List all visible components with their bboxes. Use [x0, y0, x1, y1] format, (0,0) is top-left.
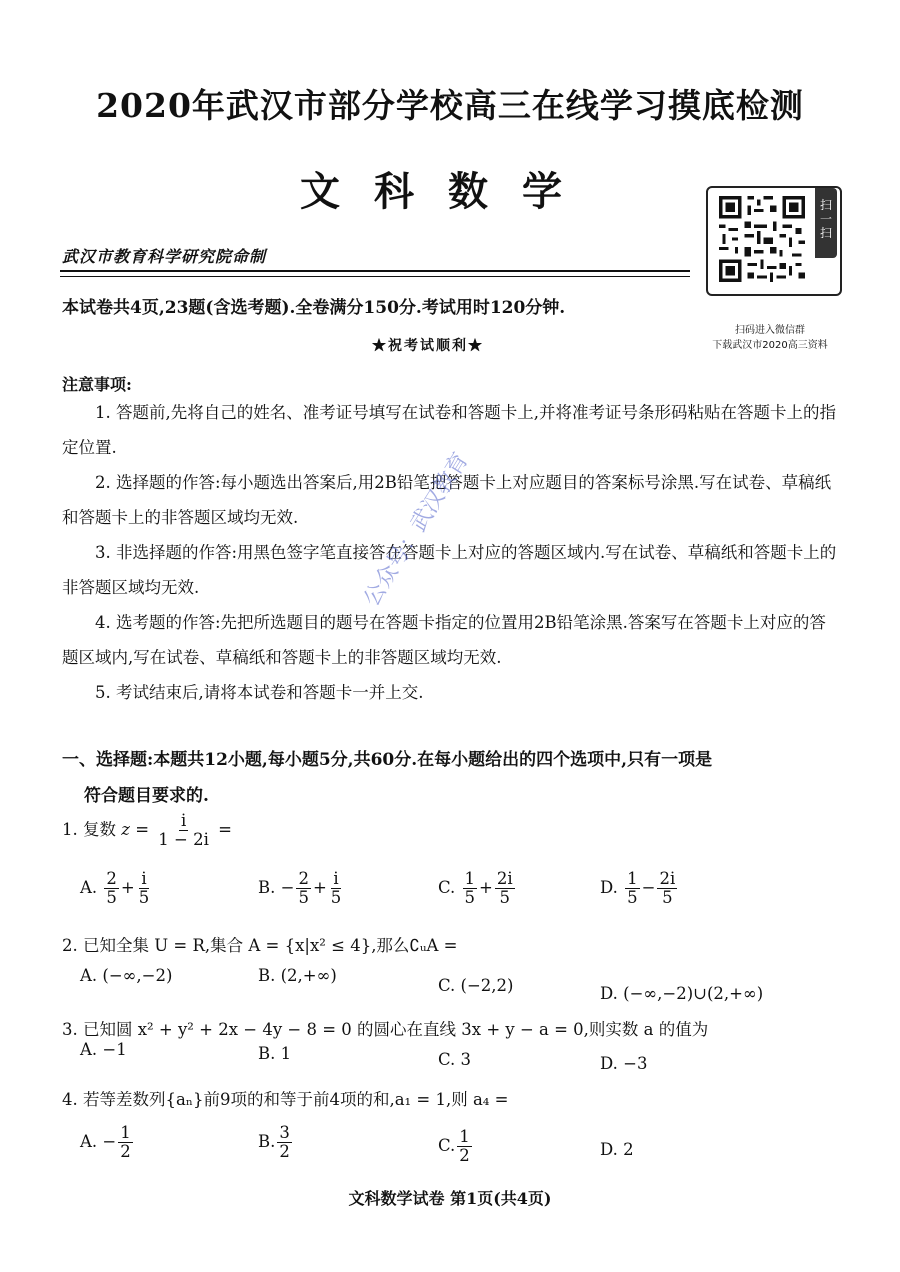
q3-option-d: D. −3 [600, 1054, 648, 1073]
qr-caption-line1: 扫码进入微信群 [735, 325, 805, 336]
question-3-stem: 3. 已知圆 x² + y² + 2x − 4y − 8 = 0 的圆心在直线 3x + y − a = 0,则实数 a 的值为 [62, 1020, 709, 1039]
note-item: 3. 非选择题的作答:用黑色签字笔直接答在答题卡上对应的答题区域内.写在试卷、草稿纸和答题卡上的非答题区域均无效. [62, 543, 837, 597]
q4-option-c: C. $\frac{1}{2}$ [438, 1127, 470, 1166]
q3-option-b: B. 1 [258, 1044, 292, 1063]
q4-option-b: B. $\frac{3}{2}$ [258, 1123, 290, 1162]
notes-list [62, 395, 842, 710]
section-heading [62, 742, 842, 814]
section-heading-line2: 符合题目要求的. [84, 786, 209, 806]
note-item: 5. 考试结束后,请将本试卷和答题卡一并上交. [95, 683, 424, 702]
section-heading-line1: 一、选择题:本题共12小题,每小题5分,共60分.在每小题给出的四个选项中,只有一项是 [62, 750, 713, 770]
note-item: 4. 选考题的作答:先把所选题目的题号在答题卡指定的位置用2B铅笔涂黑.答案写在答题卡上对应的答题区域内,写在试卷、草稿纸和答题卡上的非答题区域均无效. [62, 613, 826, 667]
watermark: 公众号：武汉教育 [359, 448, 474, 611]
q4-option-d: D. 2 [600, 1140, 634, 1159]
note-item: 2. 选择题的作答:每小题选出答案后,用2B铅笔把答题卡上对应题目的答案标号涂黑.写在试卷、草稿纸和答题卡上的非答题区域均无效. [62, 473, 832, 527]
q1-option-d: D. $\frac{1}{5}$ − $\frac{2i}{5}$ [600, 869, 676, 908]
q1-option-a: A. $\frac{2}{5}$ + $\frac{i}{5}$ [80, 869, 150, 908]
question-2-stem: 2. 已知全集 U = R,集合 A = {x|x² ≤ 4},那么∁ᵤA = [62, 936, 458, 955]
qr-caption [700, 323, 840, 353]
q1-fraction: $\frac{i}{1 - 2i}$ [158, 811, 209, 850]
qr-caption-line2: 下载武汉市2020高三资料 [712, 340, 828, 351]
exam-title: 2020年武汉市部分学校高三在线学习摸底检测 [96, 86, 804, 125]
exam-info: 本试卷共4页,23题(含选考题).全卷满分150分.考试用时120分钟. [62, 298, 566, 318]
notes-heading: 注意事项: [62, 375, 132, 394]
q1-option-b: B. − $\frac{2}{5}$ + $\frac{i}{5}$ [258, 869, 342, 908]
q3-option-a: A. −1 [80, 1040, 127, 1059]
q2-option-b: B. (2,+∞) [258, 966, 337, 985]
note-item: 1. 答题前,先将自己的姓名、准考证号填写在试卷和答题卡上,并将准考证号条形码粘贴在答题卡上的指定位置. [62, 403, 836, 457]
q2-option-d: D. (−∞,−2)∪(2,+∞) [600, 984, 764, 1003]
q3-option-c: C. 3 [438, 1050, 472, 1069]
header-rule-thin [60, 276, 690, 277]
issuing-organization: 武汉市教育科学研究院命制 [62, 247, 267, 266]
q2-option-c: C. (−2,2) [438, 976, 514, 995]
header-rule-thick [60, 270, 690, 272]
qr-code-image[interactable] [716, 193, 808, 285]
question-1-stem: 1. 复数 z = $\frac{i}{1 - 2i}$ = [62, 811, 232, 850]
q1-option-c: C. $\frac{1}{5}$ + $\frac{2i}{5}$ [438, 869, 513, 908]
page-footer: 文科数学试卷 第1页(共4页) [348, 1189, 552, 1208]
good-luck-motto: ★祝考试顺利★ [372, 338, 484, 354]
scan-tab: 扫一扫 [815, 188, 837, 258]
question-4-stem: 4. 若等差数列{aₙ}前9项的和等于前4项的和,a₁ = 1,则 a₄ = [62, 1090, 509, 1109]
q2-option-a: A. (−∞,−2) [80, 966, 173, 985]
q4-option-a: A. − $\frac{1}{2}$ [80, 1123, 131, 1162]
subject-title: 文科数学 [300, 168, 596, 215]
